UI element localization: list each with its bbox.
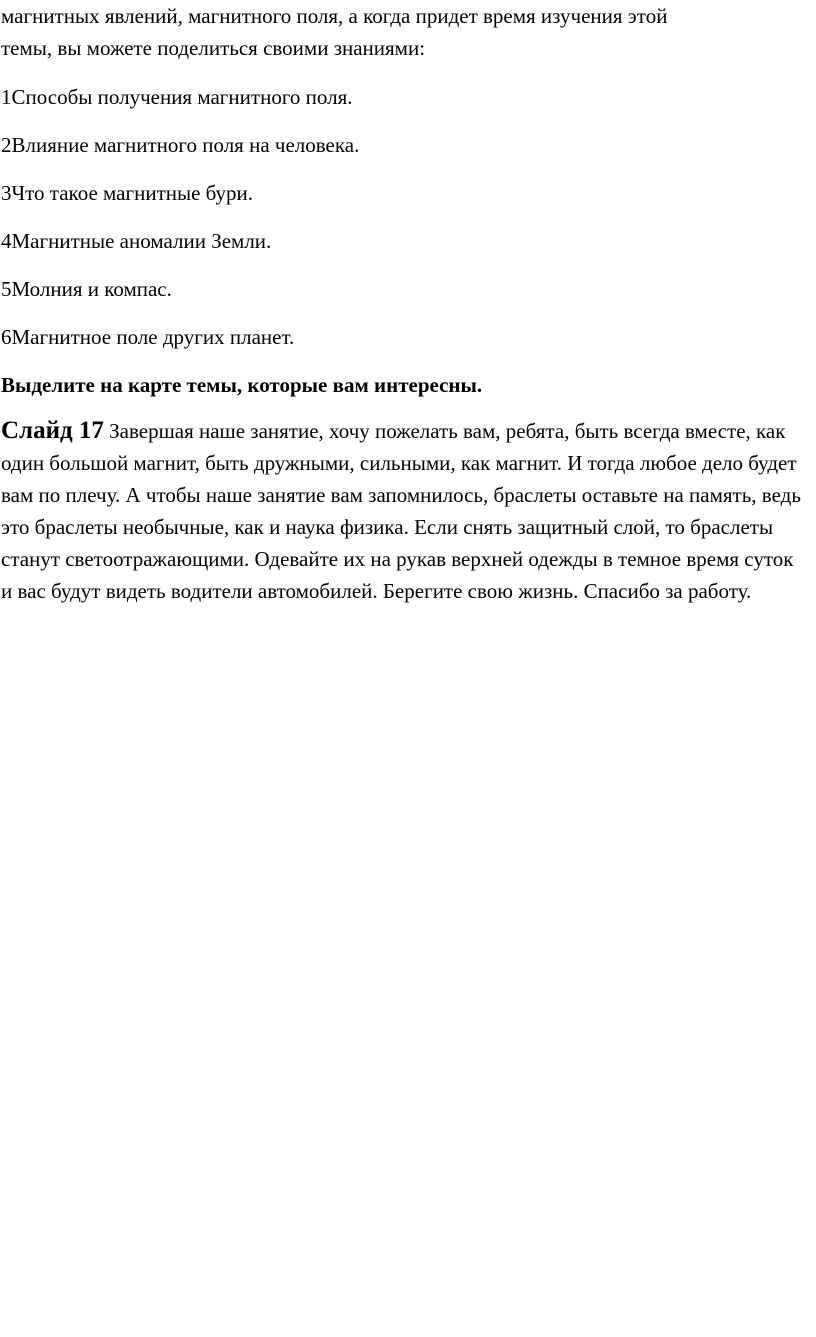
intro-line: магнитных явлений, магнитного поля, а когда придет время изучения этой xyxy=(1,4,668,28)
intro-line: темы, вы можете поделиться своими знаниями: xyxy=(1,36,426,60)
topic-item: 2Влияние магнитного поля на человека. xyxy=(1,133,360,157)
closing-text: Завершая наше занятие, хочу пожелать вам, ребята, быть всегда вместе, как один большой магнит, быть дружными, сильными, как магнит. И тогда любое дело будет вам по плечу. А чтобы наше занятие вам запомнилось, браслеты оставьте на память, ведь это браслеты необычные, как и наука физика. Если снять защитный слой, то браслеты станут светоотражающими. Одевайте их на рукав верхней одежды в темное время суток и вас будут видеть водители автомобилей. Берегите свою жизнь. Спасибо за работу. xyxy=(1,419,801,603)
topic-item: 6Магнитное поле других планет. xyxy=(1,325,295,349)
topic-item: 5Молния и компас. xyxy=(1,277,172,301)
instruction-text: Выделите на карте темы, которые вам интересны. xyxy=(1,373,483,397)
topic-list xyxy=(1,81,808,353)
slide-label: Слайд 17 xyxy=(1,417,104,444)
topic-item: 3Что такое магнитные бури. xyxy=(1,181,254,205)
closing-paragraph xyxy=(1,415,808,607)
topic-item: 4Магнитные аномалии Земли. xyxy=(1,229,272,253)
intro-paragraph xyxy=(1,0,808,64)
topic-item: 1Способы получения магнитного поля. xyxy=(1,85,353,109)
